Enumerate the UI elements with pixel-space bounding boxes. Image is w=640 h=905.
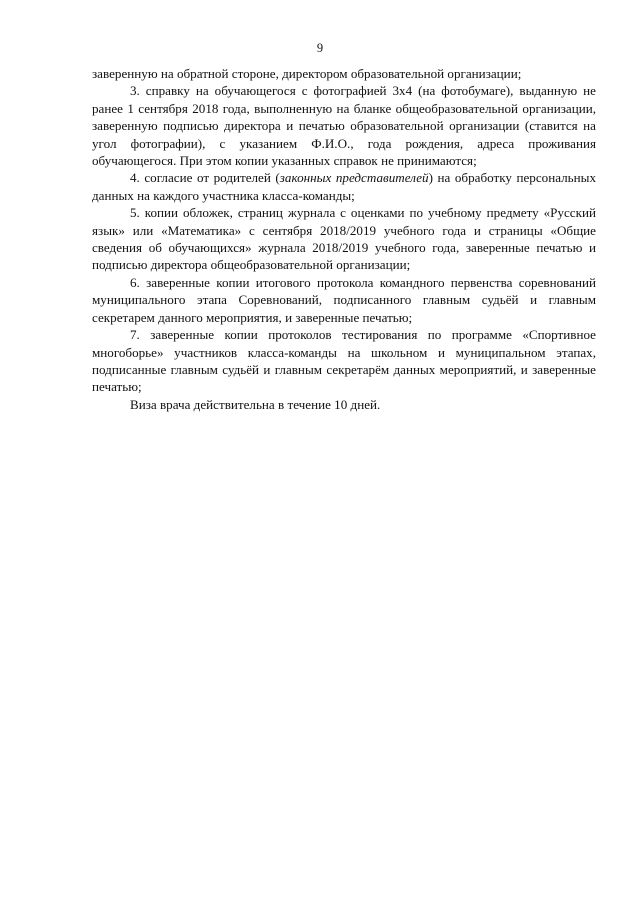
document-body	[92, 65, 596, 413]
paragraph-item-4-start: 4. согласие от родителей (	[130, 170, 280, 186]
paragraph-item-4	[92, 169, 596, 204]
page-number: 9	[316, 41, 324, 55]
paragraph-visa-note: Виза врача действительна в течение 10 дней.	[130, 396, 381, 412]
paragraph-item-5: 5. копии обложек, страниц журнала с оценками по учебному предмету «Русский язык» или «Математика» с сентября 2018/2019 учебного года и страницы «Общие сведения об обучающихся» журнала 2018/2019 учебного года, заверенные печатью и подписью директора общеобразовательной организации;	[92, 205, 596, 273]
paragraph-item-7: 7. заверенные копии протоколов тестирования по программе «Спортивное многоборье» участников класса-команды на школьном и муниципальном этапах, подписанные главным судьёй и главным секретарём данных мероприятий, и заверенные печатью;	[92, 327, 596, 395]
paragraph-item-4-end: ) на обработку персональных данных на каждого участника класса-команды;	[92, 170, 596, 203]
paragraph-item-3: 3. справку на обучающегося с фотографией 3х4 (на фотобумаге), выданную не ранее 1 сентября 2018 года, выполненную на бланке общеобразовательной организации, заверенную подписью директора и печатью образовательной организации (ставится на угол фотографии), с указанием Ф.И.О., года рождения, адреса проживания обучающегося. При этом копии указанных справок не принимаются;	[92, 83, 596, 169]
paragraph-item-4-italic: законных представителей	[279, 170, 429, 186]
paragraph-continuation: заверенную на обратной стороне, директором образовательной организации;	[92, 66, 522, 81]
paragraph-item-6: 6. заверенные копии итогового протокола командного первенства соревнований муниципального этапа Соревнований, подписанного главным судьёй и главным секретарем данного мероприятия, и заверенные печатью;	[92, 274, 596, 325]
